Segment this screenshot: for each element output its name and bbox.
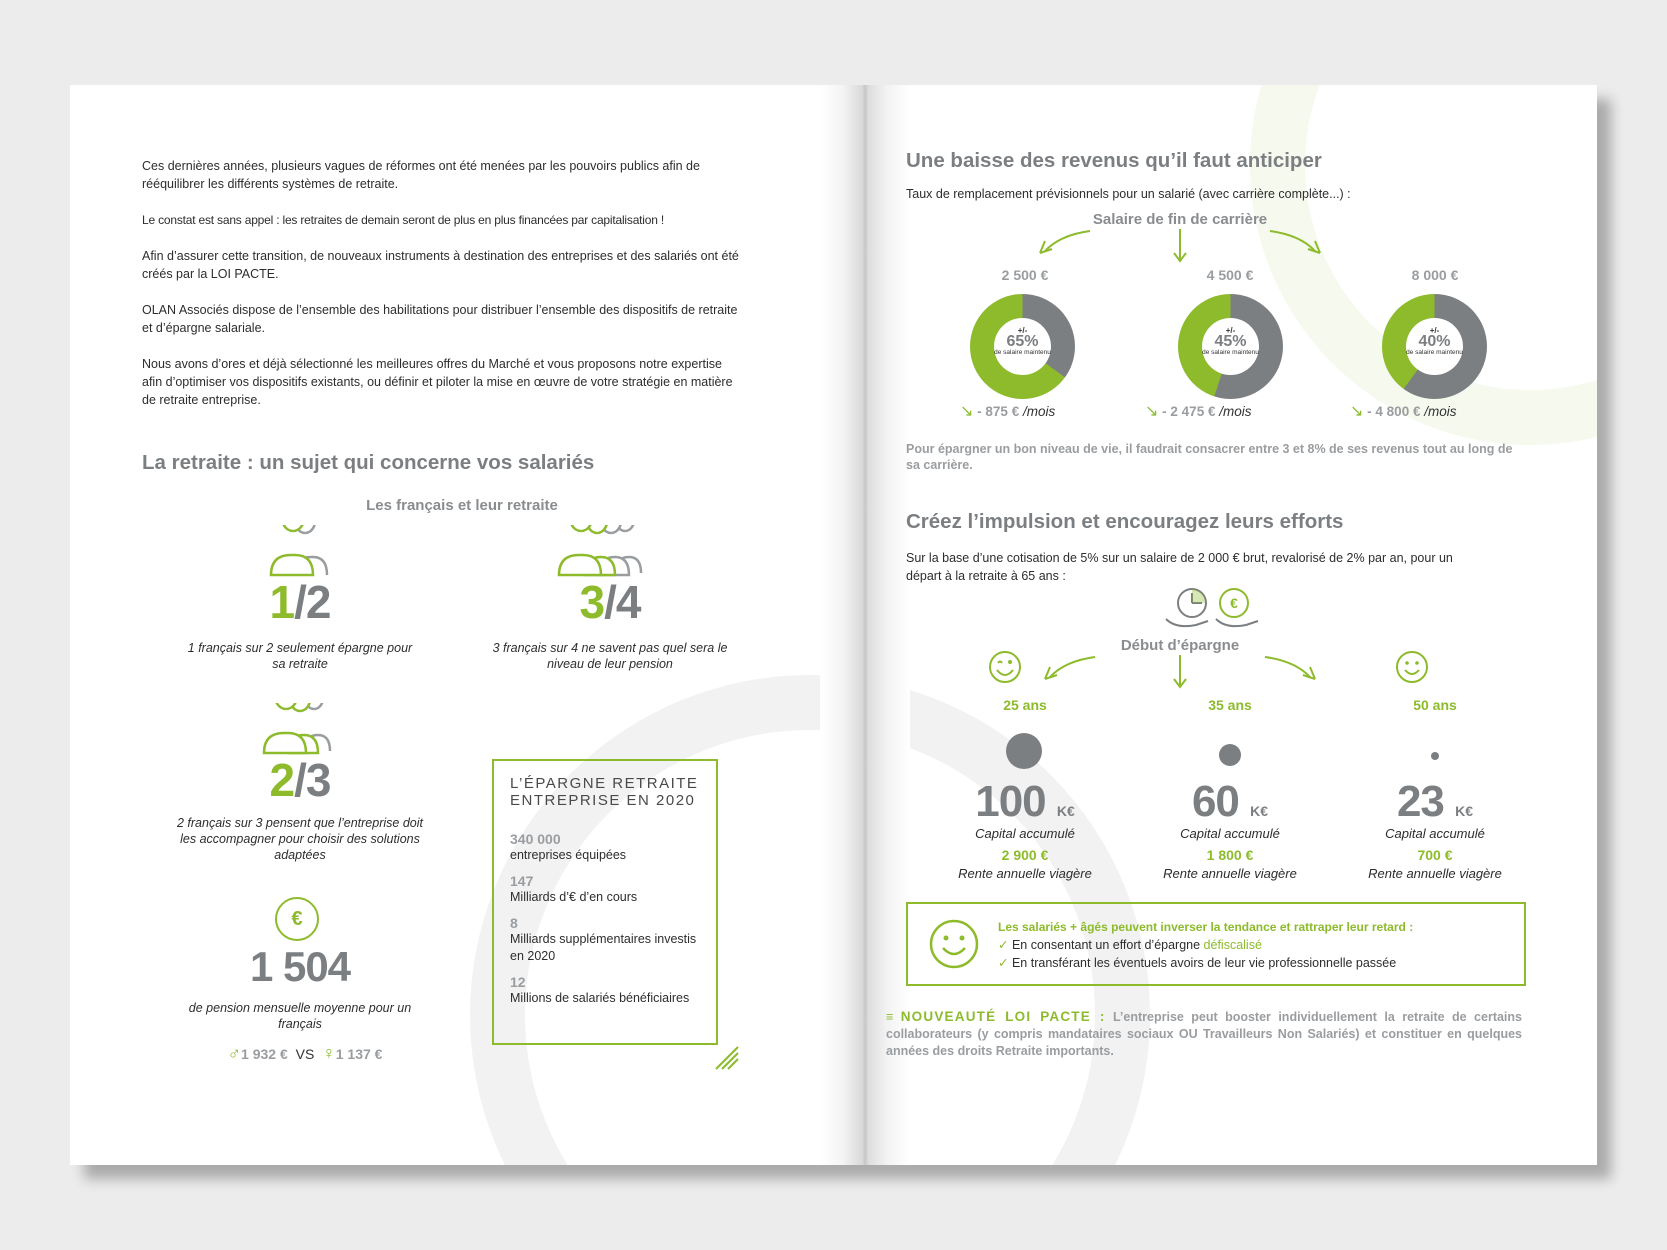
arrow-icons-salary: [1030, 225, 1330, 265]
rente-label-3: Rente annuelle viagère: [1368, 866, 1502, 881]
check-icon: ✓: [998, 938, 1009, 952]
box-title: L’ÉPARGNE RETRAITE ENTREPRISE EN 2020: [510, 775, 699, 809]
smiley-icon: [928, 918, 980, 970]
age-25: 25 ans: [1003, 697, 1047, 713]
capital-label-3: Capital accumulé: [1385, 826, 1485, 841]
capital-dot-1: [1006, 733, 1042, 769]
donut-chart-2: [1178, 294, 1283, 399]
stat-caption-1-2: 1 français sur 2 seulement épargne pour sa retraite: [187, 641, 413, 671]
donut-loss-1: ↘ - 875 € /mois: [960, 403, 1056, 420]
intro-paragraph-1: Ces dernières années, plusieurs vagues de réformes ont été menées par les pouvoirs publics afin de rééquilibrer les différents systèmes de retraite.: [142, 159, 700, 191]
right-title-impulsion: Créez l’impulsion et encouragez leurs efforts: [906, 510, 1344, 533]
smiley-happy-icon: [1395, 650, 1429, 684]
capital-label-2: Capital accumulé: [1180, 826, 1280, 841]
age-50: 50 ans: [1413, 697, 1457, 713]
box-stat: 147 Milliards d’€ d’en cours: [510, 873, 638, 904]
tip-box: [906, 902, 1526, 986]
rente-value-1: 2 900 €: [1001, 847, 1049, 863]
donut-loss-2: ↘ - 2 475 € /mois: [1145, 403, 1252, 420]
people-icon-3: [260, 703, 340, 757]
male-pension: 1 932 €: [241, 1046, 288, 1062]
donut-salary-2: 4 500 €: [1206, 267, 1254, 283]
people-icon-2: [265, 525, 335, 579]
donut-center-1: +/- 65% de salaire maintenu: [994, 318, 1051, 375]
brochure-spread: [70, 85, 1597, 1165]
pension-value: 1 504: [249, 943, 351, 990]
box-corner-accent: [714, 1045, 740, 1071]
capital-dot-3: [1431, 752, 1439, 760]
stat-fraction-3-4: 3/4: [579, 576, 641, 628]
stat-caption-2-3: 2 français sur 3 pensent que l’entreprise doit les accompagner pour choisir des solutions adaptées: [177, 816, 423, 862]
stat-caption-3-4: 3 français sur 4 ne savent pas quel sera le niveau de leur pension: [492, 641, 728, 671]
euro-icon: €: [275, 897, 319, 941]
intro-paragraph-2: Le constat est sans appel : les retraites de demain seront de plus en plus financées par capitalisation !: [142, 213, 664, 227]
rente-value-2: 1 800 €: [1206, 847, 1254, 863]
intro-paragraph-4: OLAN Associés dispose de l’ensemble des habilitations pour distribuer l’ensemble des dispositifs de retraite et d’épargne salariale.: [142, 303, 738, 335]
tip-title: Les salariés + âgés peuvent inverser la tendance et rattraper leur retard :: [998, 920, 1414, 934]
epargne-2020-box: [492, 759, 718, 1045]
tip-line-2: ✓ En transférant les éventuels avoirs de leur vie professionnelle passée: [998, 956, 1397, 970]
versus-label: VS: [295, 1046, 315, 1062]
pacte-text: L’entreprise peut booster individuellement la retraite de certains collaborateurs (y compris mandataires sociaux OU Travailleurs Non Salariés) et constituer en quelques années des droits Retraite importants.: [886, 1010, 1522, 1058]
capital-value-2: 60 K€: [1191, 777, 1269, 826]
box-stat: 340 000 entreprises équipées: [510, 831, 627, 862]
capital-value-3: 23 K€: [1396, 777, 1474, 826]
donut-chart-1: [970, 294, 1075, 399]
capital-dot-2: [1219, 744, 1241, 766]
left-intro: [142, 157, 742, 409]
donut-salary-1: 2 500 €: [1001, 267, 1049, 283]
smiley-wink-icon: [988, 650, 1022, 684]
clock-euro-hands-icon: [1162, 585, 1262, 633]
right-intro-taux: Taux de remplacement prévisionnels pour un salarié (avec carrière complète...) :: [906, 187, 1351, 201]
age-35: 35 ans: [1208, 697, 1252, 713]
section-title-retraite: La retraite : un sujet qui concerne vos salariés: [142, 451, 595, 474]
loi-pacte-note: [886, 1008, 1522, 1060]
female-icon: ♀: [322, 1043, 336, 1063]
intro-paragraph-3: Afin d’assurer cette transition, de nouveaux instruments à destination des entreprises et des salariés ont été créés par la LOI PACTE.: [142, 249, 739, 281]
capital-value-1: 100 K€: [975, 777, 1075, 826]
subtitle-francais-retraite: Les français et leur retraite: [366, 497, 558, 514]
start-epargne-label: Début d’épargne: [1120, 637, 1240, 654]
people-icon-4: [555, 525, 651, 579]
capital-label-1: Capital accumulé: [975, 826, 1075, 841]
donut-salary-3: 8 000 €: [1411, 267, 1459, 283]
advice-text: Pour épargner un bon niveau de vie, il faudrait consacrer entre 3 et 8% de ses revenus tout au long de sa carrière.: [906, 442, 1513, 472]
rente-label-2: Rente annuelle viagère: [1163, 866, 1297, 881]
stat-fraction-2-3: 2/3: [269, 754, 331, 806]
speed-lines-icon: ≡: [886, 1010, 894, 1024]
check-icon: ✓: [998, 956, 1009, 970]
donut-center-2: +/- 45% de salaire maintenu: [1202, 318, 1259, 375]
stat-fraction-1-2: 1/2: [269, 576, 331, 628]
tip-line-1: ✓ En consentant un effort d’épargne défiscalisé: [998, 938, 1262, 952]
svg-text:€: €: [1230, 595, 1238, 611]
donut-chart-3: [1382, 294, 1487, 399]
rente-value-3: 700 €: [1417, 847, 1453, 863]
female-pension: 1 137 €: [335, 1046, 383, 1062]
box-stat: 8 Milliards supplémentaires investis en 2020: [510, 915, 697, 963]
pension-caption: de pension mensuelle moyenne pour un français: [188, 1001, 412, 1031]
book-spine: [820, 85, 910, 1165]
right-intro-cotisation: Sur la base d’une cotisation de 5% sur un salaire de 2 000 € brut, revalorisé de 2% par an, pour un départ à la retraite à 65 ans :: [906, 551, 1453, 583]
pacte-label: NOUVEAUTÉ LOI PACTE :: [900, 1009, 1106, 1024]
donut-center-3: +/- 40% de salaire maintenu: [1406, 318, 1463, 375]
salary-label: Salaire de fin de carrière: [1092, 211, 1268, 228]
arrow-icons-ages: [1035, 651, 1335, 691]
rente-label-1: Rente annuelle viagère: [958, 866, 1092, 881]
intro-paragraph-5: Nous avons d’ores et déjà sélectionné les meilleures offres du Marché et vous proposons notre expertise afin d’optimiser vos dispositifs existants, ou définir et piloter la mise en œuvre de votre stratégie en matière de retraite entreprise.: [142, 357, 733, 407]
donut-loss-3: ↘ - 4 800 € /mois: [1350, 403, 1457, 420]
pension-gender-compare: [210, 1043, 400, 1064]
male-icon: ♂: [227, 1043, 242, 1063]
box-stat: 12 Millions de salariés bénéficiaires: [510, 974, 690, 1005]
right-title-baisse: Une baisse des revenus qu’il faut anticiper: [906, 149, 1322, 172]
